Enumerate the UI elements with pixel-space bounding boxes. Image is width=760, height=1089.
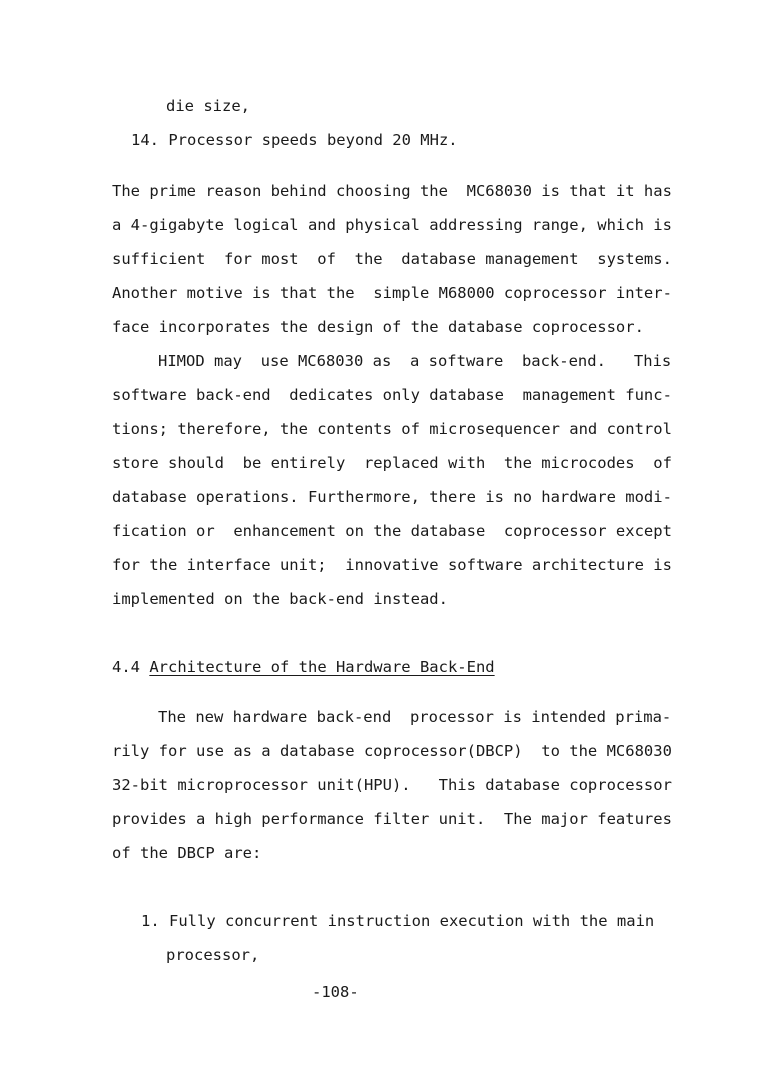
section-number: 4.4 xyxy=(112,658,140,676)
paragraph-line: a 4-gigabyte logical and physical addressing range, which is xyxy=(112,216,672,234)
paragraph-line: HIMOD may use MC68030 as a software back-end. This xyxy=(158,352,672,370)
paragraph-line: of the DBCP are: xyxy=(112,844,262,862)
paragraph-line: sufficient for most of the database management systems. xyxy=(112,250,672,268)
page-number: -108- xyxy=(312,983,359,1001)
paragraph-line: face incorporates the design of the database coprocessor. xyxy=(112,318,644,336)
paragraph-line: fication or enhancement on the database coprocessor except xyxy=(112,522,672,540)
list-item-1: 1. Fully concurrent instruction execution with the main xyxy=(141,912,655,930)
paragraph-line: Another motive is that the simple M68000 coprocessor inter- xyxy=(112,284,672,302)
list-item-continuation: die size, xyxy=(166,97,250,115)
paragraph-line: rily for use as a database coprocessor(DBCP) to the MC68030 xyxy=(112,742,672,760)
paragraph-line: store should be entirely replaced with the microcodes of xyxy=(112,454,672,472)
paragraph-line: for the interface unit; innovative software architecture is xyxy=(112,556,672,574)
section-heading xyxy=(112,657,495,677)
section-title: Architecture of the Hardware Back-End xyxy=(149,658,495,676)
paragraph-line: 32-bit microprocessor unit(HPU). This database coprocessor xyxy=(112,776,672,794)
paragraph-line: provides a high performance filter unit. The major features xyxy=(112,810,672,828)
paragraph-line: The new hardware back-end processor is intended prima- xyxy=(158,708,672,726)
list-item-continuation: processor, xyxy=(166,946,260,964)
paragraph-line: The prime reason behind choosing the MC68030 is that it has xyxy=(112,182,672,200)
paragraph-line: database operations. Furthermore, there is no hardware modi- xyxy=(112,488,672,506)
list-item-14: 14. Processor speeds beyond 20 MHz. xyxy=(131,131,458,149)
paragraph-line: implemented on the back-end instead. xyxy=(112,590,448,608)
paragraph-line: software back-end dedicates only database management func- xyxy=(112,386,672,404)
paragraph-line: tions; therefore, the contents of microsequencer and control xyxy=(112,420,672,438)
